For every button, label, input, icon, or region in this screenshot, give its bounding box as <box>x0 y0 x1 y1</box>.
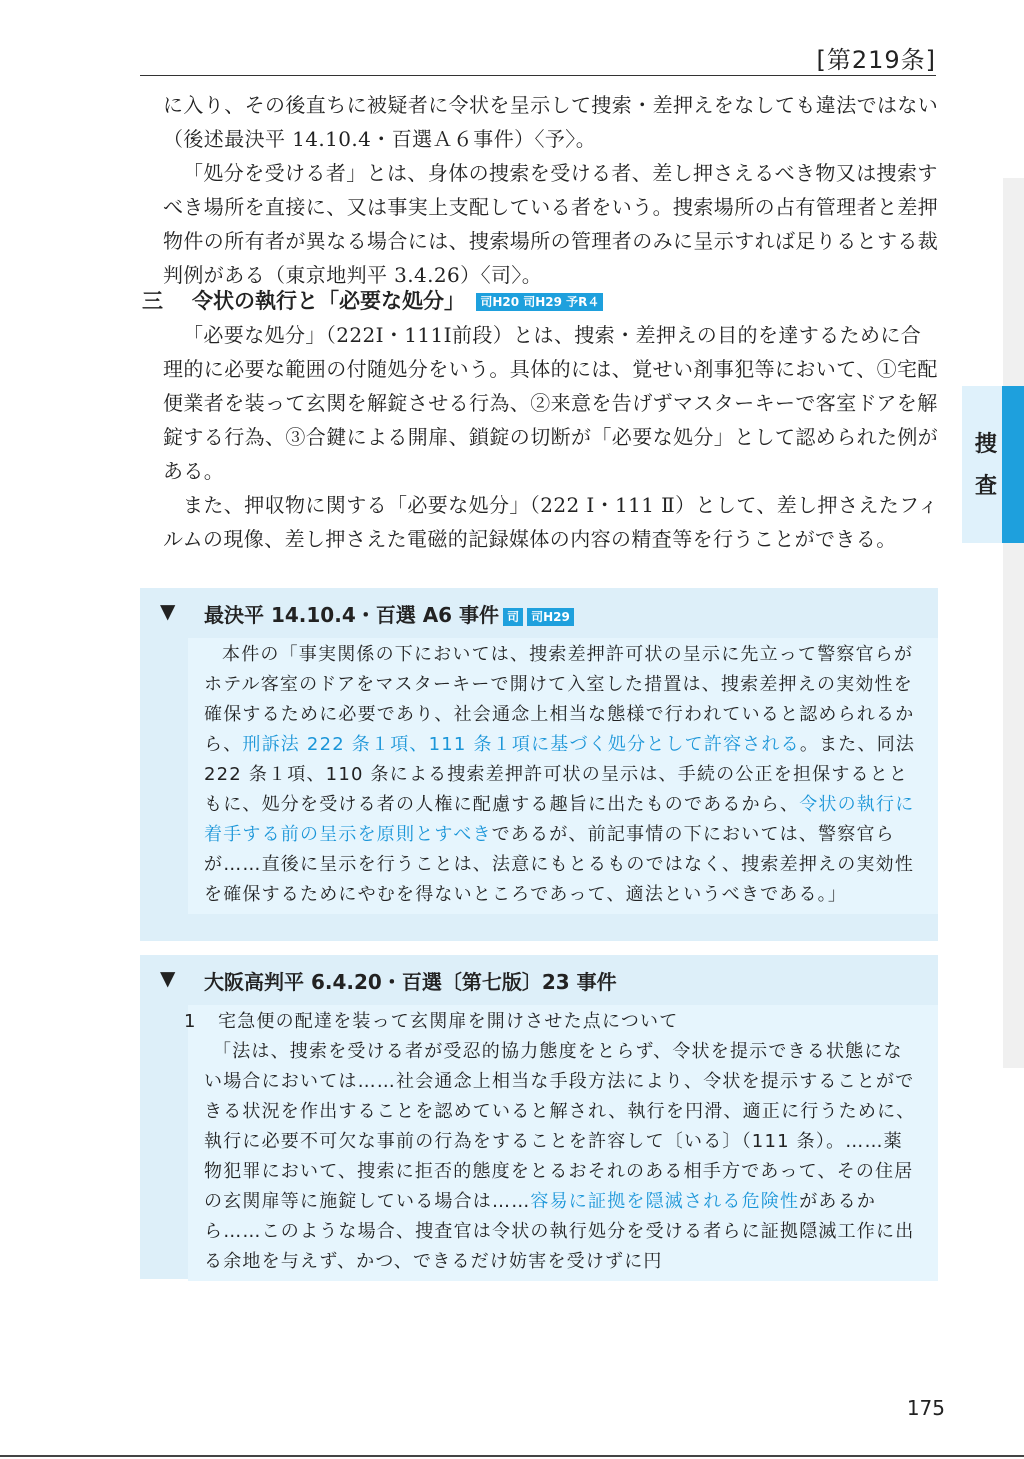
section-heading <box>142 286 942 316</box>
exam-tag: 司 <box>503 608 523 626</box>
quote-text: があるから……このような場合、捜査官は令状の執行処分を受ける者らに証拠隠滅工作に出る余地を与えず、かつ、できるだけ妨害を受けずに円 <box>204 1191 915 1272</box>
section-paragraph: 「必要な処分」（222Ⅰ・111Ⅰ前段）とは、捜索・差押えの目的を達するために合理的に必要な範囲の付随処分をいう。具体的には、覚せい剤事犯等において、①宅配便業者を装って玄関を解錠させる行為、②来意を告げずマスターキーで客室ドアを解錠する行為、③合鍵による開扉、鎖錠の切断が「必要な処分」として認められた例がある。 <box>163 323 939 483</box>
quote-highlight: 令状の執行に着手する前の呈示を原則とすべき <box>204 794 915 845</box>
item-number: 1 <box>184 1011 197 1032</box>
case-box-1 <box>140 588 938 941</box>
exam-tag: 司H20 司H29 予R４ <box>476 293 603 311</box>
case-quote <box>204 1037 920 1277</box>
section-title: 令状の執行と「必要な処分」 <box>192 289 465 313</box>
bottom-rule <box>0 1455 1024 1457</box>
side-index-bar <box>1003 178 1024 1068</box>
case-item-heading <box>184 1007 920 1037</box>
exam-tag: 司H29 <box>527 608 574 626</box>
section-body <box>163 318 939 556</box>
intro-text <box>163 88 939 292</box>
quote-highlight: 刑訴法 222 条１項、111 条１項に基づく処分として許容される <box>242 734 800 755</box>
article-reference: [第219条] <box>816 46 936 74</box>
case-title: 大阪高判平 6.4.20・百選〔第七版〕23 事件 <box>204 970 617 994</box>
triangle-marker-icon: ▼ <box>160 599 176 623</box>
header-rule <box>140 75 936 76</box>
triangle-marker-icon: ▼ <box>160 966 176 990</box>
case-box-body <box>184 1005 938 1281</box>
side-tab-label: 捜査 <box>974 432 997 499</box>
case-title-text: 最決平 14.10.4・百選 A6 事件 <box>204 603 500 627</box>
quote-text: であるが、前記事情の下においては、警察官らが……直後に呈示を行うことは、法意にもとるものではなく、捜索差押えの実効性を確保するためにやむを得ないところであって、適法というべきである。」 <box>204 824 915 905</box>
page-number: 175 <box>906 1396 945 1420</box>
quote-text: 「法は、捜索を受ける者が受忍的協力態度をとらず、令状を提示できる状態にない場合においては……社会通念上相当な手段方法により、令状を提示することができる状況を作出することを認めていると解され、執行を円滑、適正に行うために、執行に必要不可欠な事前の行為をすることを許容して〔いる〕（111 条）。……薬物犯罪において、捜索に拒否的態度をとるおそれのある相手方であって、その住居の玄関扉等に施錠している場合は…… <box>204 1041 916 1212</box>
case-box-2 <box>140 955 938 1279</box>
item-title: 宅急便の配達を装って玄関扉を開けさせた点について <box>218 1011 679 1032</box>
section-number: 三 <box>142 289 163 313</box>
intro-paragraph: 「処分を受ける者」とは、身体の捜索を受ける者、差し押さえるべき物又は捜索すべき場所を直接に、又は事実上支配している者をいう。捜索場所の占有管理者と差押物件の所有者が異なる場合には、捜索場所の管理者のみに呈示すれば足りるとする裁判例がある（東京地判平 3.4.26）〈司〉。 <box>163 161 939 287</box>
case-title <box>204 599 574 628</box>
quote-text: 本件の「事実関係の下においては、捜索差押許可状の呈示に先立って警察官らがホテル客室のドアをマスターキーで開けて入室した措置は、捜索差押えの実効性を確保するために必要であり、社会通念上相当な態様で行われていると認められるから、 <box>204 644 915 755</box>
case-box-body <box>188 638 938 914</box>
side-chapter-tab[interactable] <box>962 386 1024 543</box>
quote-text: 。また、同法 222 条１項、110 条による捜索差押許可状の呈示は、手続の公正を担保するとともに、処分を受ける者の人権に配慮する趣旨に出たものであるから、 <box>204 734 916 815</box>
case-quote <box>204 640 920 910</box>
side-tab-accent <box>1002 386 1024 543</box>
quote-highlight: 容易に証拠を隠滅される危険性 <box>530 1191 800 1212</box>
intro-paragraph: に入り、その後直ちに被疑者に令状を呈示して捜索・差押えをなしても違法ではない（後述最決平 14.10.4・百選Ａ６事件）〈予〉。 <box>163 93 939 151</box>
case-box-header <box>140 955 938 1005</box>
case-box-header <box>140 588 938 638</box>
section-paragraph: また、押収物に関する「必要な処分」（222 Ⅰ・111 Ⅱ）として、差し押さえたフィルムの現像、差し押さえた電磁的記録媒体の内容の精査等を行うことができる。 <box>163 493 939 551</box>
